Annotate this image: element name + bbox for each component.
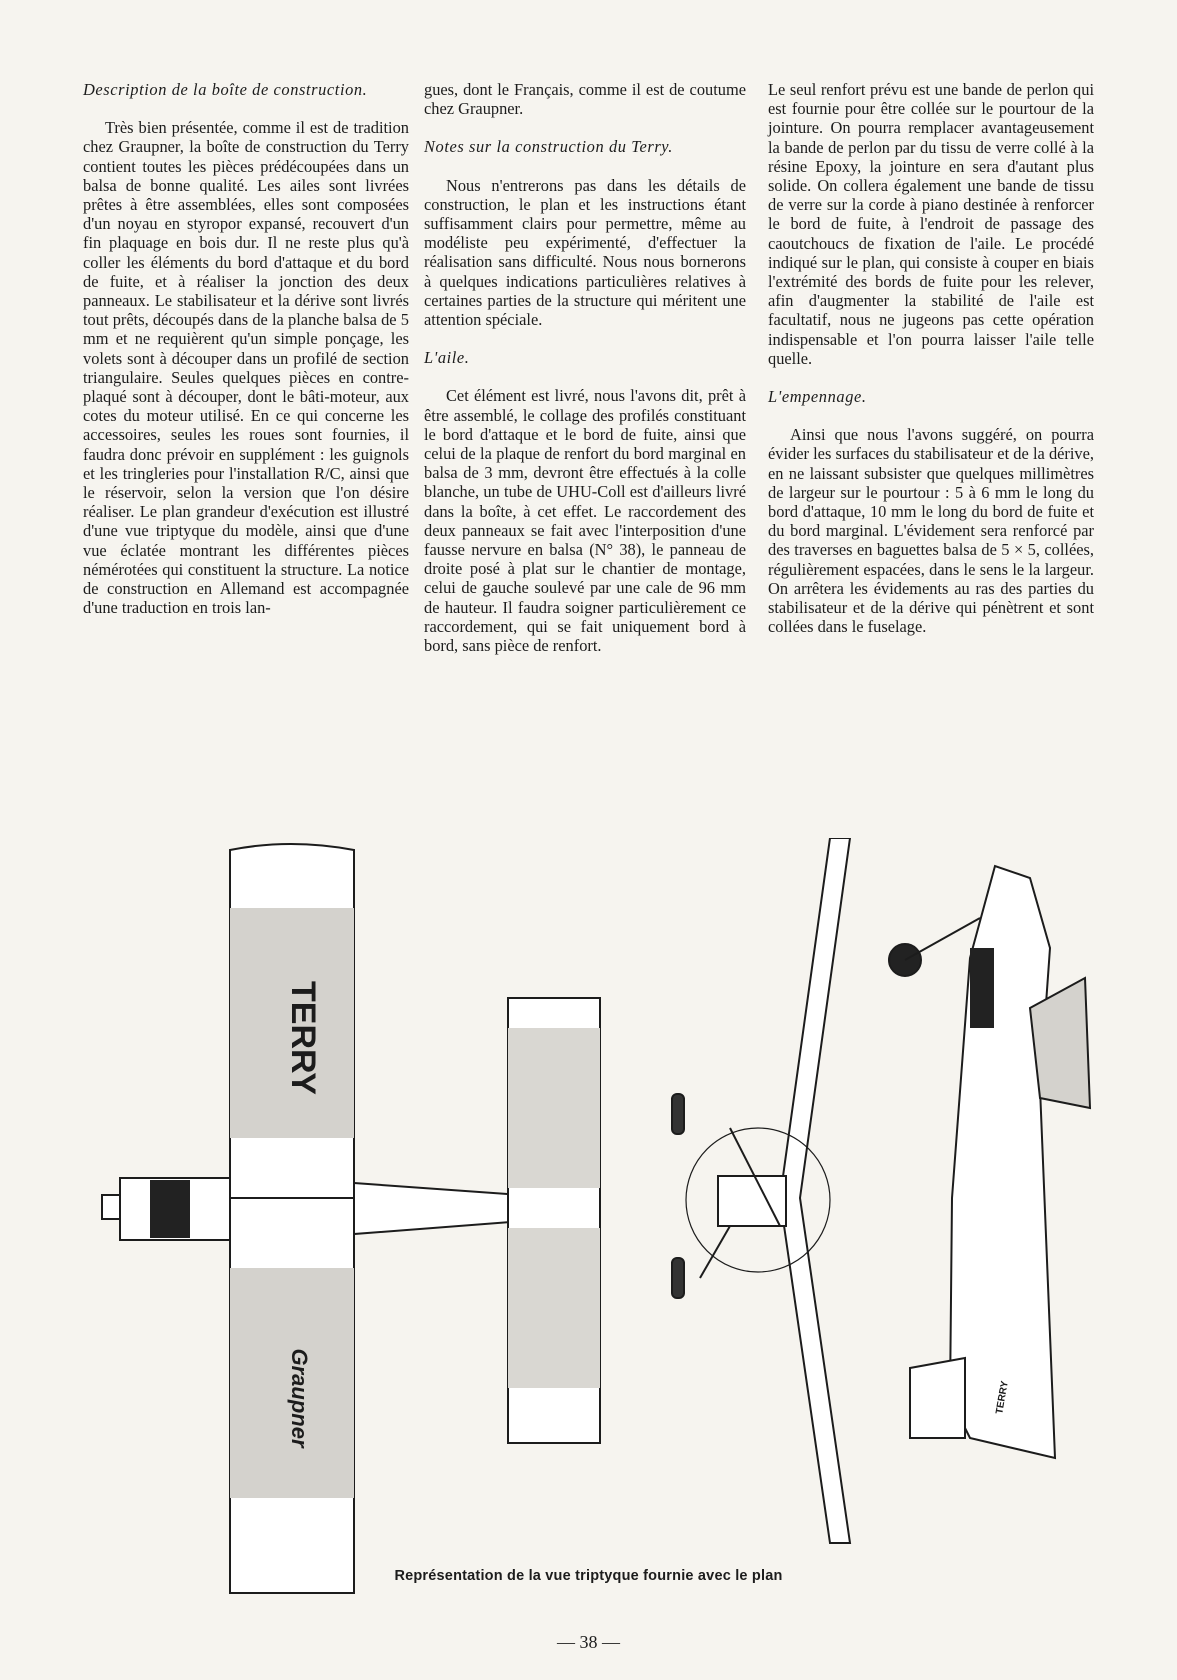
landing-gear [700,1226,730,1278]
paragraph: gues, dont le Français, comme il est de coutume chez Graupner. [424,80,746,119]
section-heading-empennage: L'empennage. [768,387,867,407]
section-heading-notes: Notes sur la construction du Terry. [424,137,673,157]
three-view-drawing [90,838,1100,1598]
tail-stripe [508,1028,600,1188]
wheel-left [672,1094,684,1134]
side-lettering-terry: TERRY [994,1380,1011,1416]
wing-front [780,838,850,1543]
section-heading-wing: L'aile. [424,348,470,368]
side-view [889,866,1090,1458]
gear-leg-side [905,918,980,960]
wing-lettering-graupner: Graupner [287,1348,312,1448]
section-heading-description: Description de la boîte de construction. [83,80,368,99]
front-view [672,838,850,1543]
column-3 [768,80,1094,636]
figure-caption: Représentation de la vue triptyque fournie avec le plan [394,1568,783,1584]
engine [102,1195,120,1219]
column-2 [424,80,746,655]
paragraph: Le seul renfort prévu est une bande de perlon qui est fournie pour être collée sur le pourtour de la jointure. On pourra remplacer avantageusement la bande de perlon par du tissu de verre collé à la résine Epoxy, la jointure en sera d'autant plus solide. On collera également une bande de tissu de verre sur la corde à piano destinée à renforcer le bord de fuite, à l'endroit de passage des caoutchoucs de fixation de l'aile. Le procédé indiqué sur le plan, qui consiste à couper en biais l'extrémité des bords de fuite pour les relever, afin d'augmenter la stabilité de l'aile est facultatif, nous ne jugeons pas cette opération indispensable et l'on pourra laisser l'aile telle quelle. [768,80,1094,368]
column-1 [83,80,409,617]
cowling [150,1180,190,1238]
paragraph: Ainsi que nous l'avons suggéré, on pourra évider les surfaces du stabilisateur et de la dérive, en ne laissant subsister que quelques millimètres de largeur sur le pourtour : 5 à 6 mm le long du bord d'attaque, 10 mm le long du bord de fuite et du bord marginal. L'évidement sera renforcé par des traverses en baguettes balsa de 5 × 5, collées, régulièrement espacées, dans le sens le la largeur. On arrêtera les évidements au ras des parties du stabilisateur et de la dérive qui pénètrent et sont collées dans le fuselage. [768,425,1094,637]
tail-stripe [508,1228,600,1388]
top-view [102,844,600,1593]
paragraph: Nous n'entrerons pas dans les détails de construction, le plan et les instructions étant suffisamment clairs pour permettre, même au modéliste peu expérimenté, d'effectuer la réalisation sans difficulté. Nous nous bornerons à quelques indications particulières relatives à certaines parties de la structure qui méritent une attention spéciale. [424,175,746,330]
page-number: — 38 — [557,1632,620,1652]
tailplane-side [910,1358,965,1438]
wheel-right [672,1258,684,1298]
paragraph: Cet élément est livré, nous l'avons dit, prêt à être assemblé, le collage des profilés constituant le bord d'attaque et le bord de fuite, ainsi que celui de la plaque de renfort du bord marginal en balsa de 3 mm, devront être effectués à la colle blanche, un tube de UHU-Coll est d'ailleurs livré dans la boîte, à cet effet. Le raccordement des deux panneaux se fait avec l'interposition d'une fausse nervure en balsa (N° 38), le panneau de droite posé à plat sur le chantier de montage, celui de gauche soulevé par une cale de 96 mm de hauteur. Il faudra soigner particulièrement ce raccordement, qui se fait uniquement bord à bord, sans pièce de renfort. [424,386,746,656]
wing-lettering-terry: TERRY [284,981,322,1095]
side-stripe [970,948,994,1028]
paragraph: Très bien présentée, comme il est de tradition chez Graupner, la boîte de construction du Terry contient toutes les pièces prédécoupées dans un balsa de bonne qualité. Les ailes sont livrées prêtes à être assemblées, elles sont composées d'un noyau en styropor expansé, recouvert d'un fin plaquage en bois dur. Il ne reste plus qu'à coller les éléments du bord d'attaque et du bord de fuite, et à réaliser la jonction des deux panneaux. Le stabilisateur et la dérive sont livrés tout prêts, découpés dans de la planche balsa de 5 mm et ne requièrent qu'un simple ponçage, les volets sont à découper dans un profilé de section triangulaire. Seules quelques pièces en contre-plaqué sont à découper, dont le bâti-moteur, aux cotes du moteur utilisé. En ce qui concerne les accessoires, seules les roues sont fournies, il faudra donc prévoir en supplément : les guignols et les tringleries pour l'installation R/C, ainsi que le réservoir, selon la version que l'on désire réaliser. Le plan grandeur d'exécution est illustré d'une vue triptyque du modèle, ainsi que d'une vue éclatée montrant les différentes pièces némérotées qui constituent la structure. La notice de construction en Allemand est accompagnée d'une traduction en trois lan- [83,118,409,618]
